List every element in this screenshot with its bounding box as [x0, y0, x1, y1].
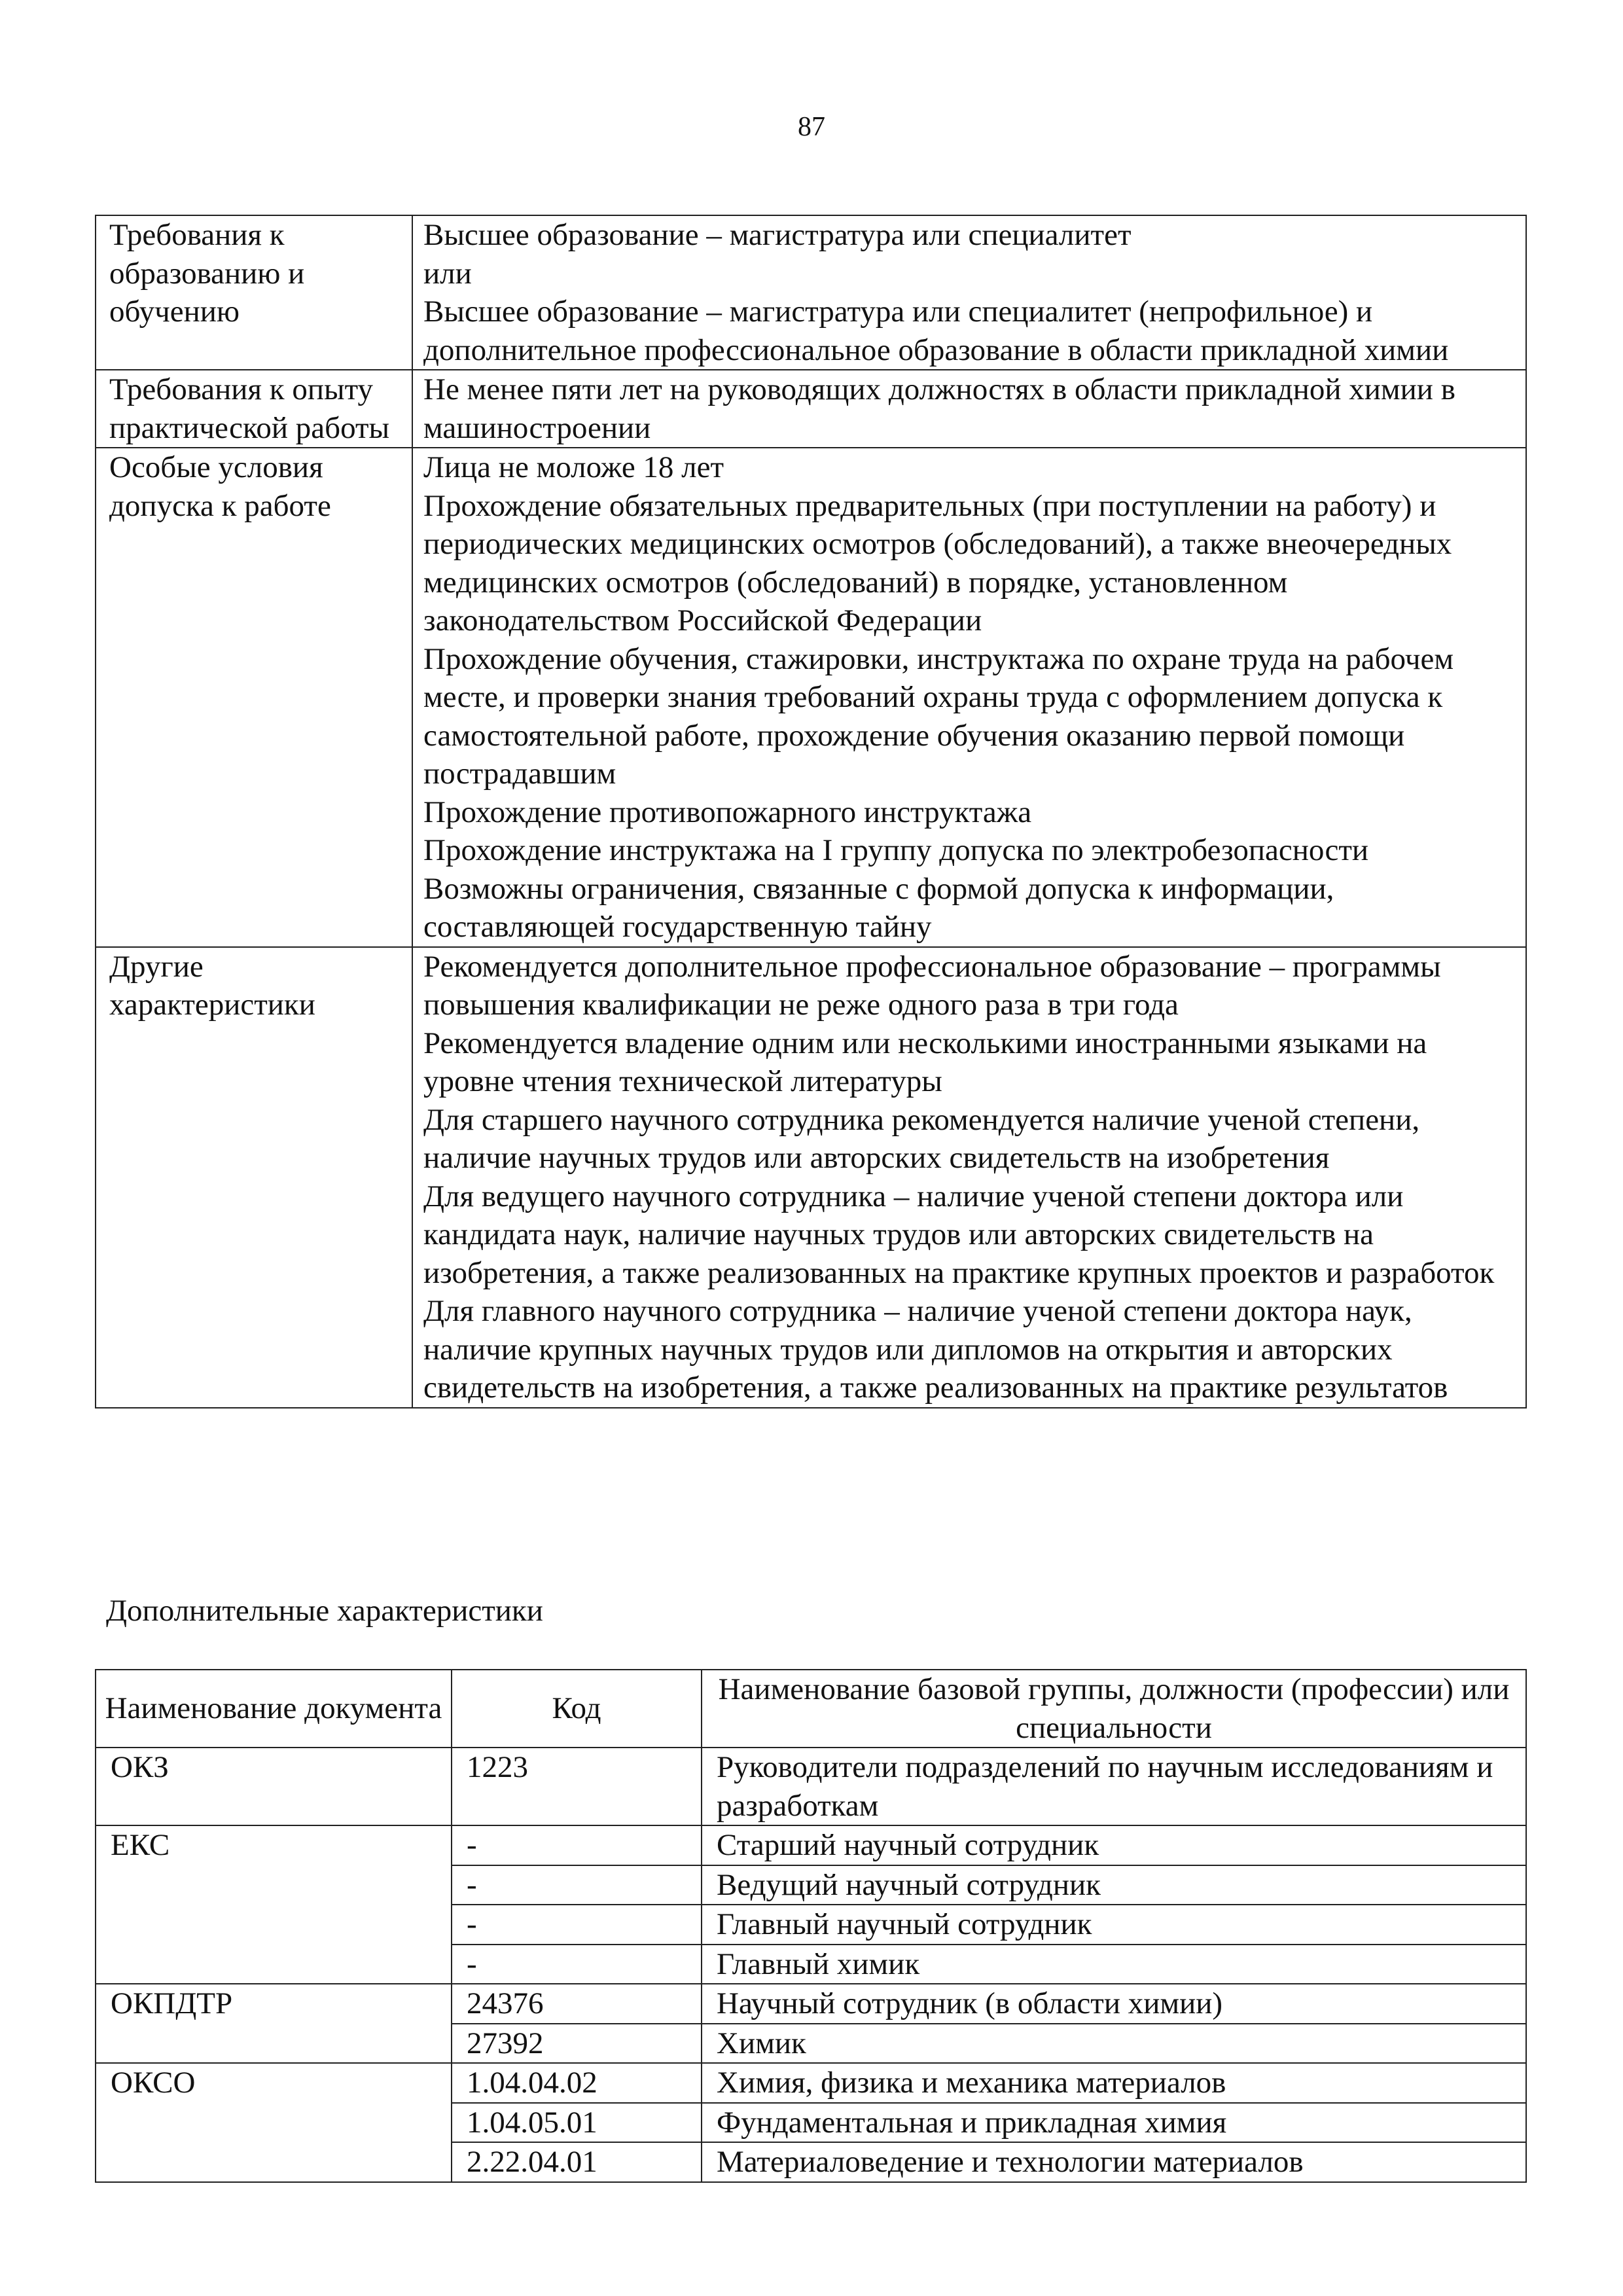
requirements-table: [95, 215, 1527, 1408]
table-row: [96, 1984, 1526, 2024]
requirement-line: Прохождение обязательных предварительных (при поступлении на работу) и периодических медицинских осмотров (обследований), а также внеочередных медицинских осмотров (обследований) в порядке, установленном законодательством Российской Федерации: [423, 488, 1452, 637]
requirement-line: Прохождение инструктажа на I группу допуска по электробезопасности: [423, 833, 1369, 867]
requirement-line: Для главного научного сотрудника – наличие ученой степени доктора наук, наличие крупных научных трудов или дипломов на открытия и авторских свидетельств на изобретения, а также реализованных на практике результатов: [423, 1294, 1448, 1405]
requirement-line: Для старшего научного сотрудника рекомендуется наличие ученой степени, наличие научных трудов или авторских свидетельств на изобретения: [423, 1102, 1420, 1175]
requirement-line: Лица не моложе 18 лет: [423, 450, 724, 484]
code-cell: -: [452, 1865, 702, 1905]
additional-characteristics-table: [95, 1669, 1527, 2183]
requirement-label: Особые условия допуска к работе: [96, 448, 412, 947]
table-row: [96, 2063, 1526, 2103]
code-cell: 1.04.04.02: [452, 2063, 702, 2103]
requirement-line: Возможны ограничения, связанные с формой допуска к информации, составляющей государственную тайну: [423, 871, 1334, 944]
requirement-row: [96, 448, 1526, 947]
code-cell: 1223: [452, 1748, 702, 1825]
requirement-line: или: [423, 256, 472, 291]
document-name-cell: ОКЗ: [96, 1748, 452, 1825]
header-code: Код: [452, 1670, 702, 1748]
requirement-row: [96, 947, 1526, 1408]
page-number: 87: [798, 112, 825, 142]
requirement-line: Не менее пяти лет на руководящих должностях в области прикладной химии в машиностроении: [423, 372, 1455, 445]
name-cell: Научный сотрудник (в области химии): [702, 1984, 1526, 2024]
code-cell: -: [452, 1945, 702, 1984]
table-header-row: [96, 1670, 1526, 1748]
requirement-row: [96, 215, 1526, 370]
requirement-content: [412, 215, 1526, 370]
code-cell: 24376: [452, 1984, 702, 2024]
name-cell: Химия, физика и механика материалов: [702, 2063, 1526, 2103]
header-base-group-name: Наименование базовой группы, должности (профессии) или специальности: [702, 1670, 1526, 1748]
requirement-label: Требования к образованию и обучению: [96, 215, 412, 370]
requirement-label: Требования к опыту практической работы: [96, 370, 412, 448]
header-document-name: Наименование документа: [96, 1670, 452, 1748]
name-cell: Старший научный сотрудник: [702, 1825, 1526, 1865]
code-cell: 27392: [452, 2024, 702, 2064]
table-row: [96, 1748, 1526, 1825]
name-cell: Главный химик: [702, 1945, 1526, 1984]
name-cell: Главный научный сотрудник: [702, 1905, 1526, 1945]
code-cell: -: [452, 1825, 702, 1865]
document-name-cell: ЕКС: [96, 1825, 452, 1984]
requirement-content: [412, 947, 1526, 1408]
name-cell: Материаловедение и технологии материалов: [702, 2142, 1526, 2182]
table-row: [96, 1825, 1526, 1865]
requirement-label: Другие характеристики: [96, 947, 412, 1408]
requirement-line: Высшее образование – магистратура или специалитет: [423, 218, 1132, 252]
requirement-content: [412, 448, 1526, 947]
requirement-line: Рекомендуется владение одним или несколькими иностранными языками на уровне чтения технической литературы: [423, 1026, 1427, 1098]
requirement-row: [96, 370, 1526, 448]
requirement-content: [412, 370, 1526, 448]
requirement-line: Высшее образование – магистратура или специалитет (непрофильное) и дополнительное профессиональное образование в области прикладной химии: [423, 295, 1449, 367]
document-name-cell: ОКПДТР: [96, 1984, 452, 2063]
requirement-line: Рекомендуется дополнительное профессиональное образование – программы повышения квалификации не реже одного раза в три года: [423, 949, 1441, 1022]
name-cell: Фундаментальная и прикладная химия: [702, 2103, 1526, 2143]
requirement-line: Для ведущего научного сотрудника – наличие ученой степени доктора или кандидата наук, наличие научных трудов или авторских свидетельств на изобретения, а также реализованных на практике крупных проектов и разработок: [423, 1179, 1495, 1290]
document-name-cell: ОКСО: [96, 2063, 452, 2182]
code-cell: -: [452, 1905, 702, 1945]
name-cell: Руководители подразделений по научным исследованиям и разработкам: [702, 1748, 1526, 1825]
name-cell: Химик: [702, 2024, 1526, 2064]
requirement-line: Прохождение противопожарного инструктажа: [423, 795, 1032, 829]
code-cell: 2.22.04.01: [452, 2142, 702, 2182]
requirement-line: Прохождение обучения, стажировки, инструктажа по охране труда на рабочем месте, и проверки знания требований охраны труда с оформлением допуска к самостоятельной работе, прохождение обучения оказанию первой помощи пострадавшим: [423, 641, 1454, 791]
additional-characteristics-title: Дополнительные характеристики: [106, 1594, 543, 1628]
code-cell: 1.04.05.01: [452, 2103, 702, 2143]
name-cell: Ведущий научный сотрудник: [702, 1865, 1526, 1905]
